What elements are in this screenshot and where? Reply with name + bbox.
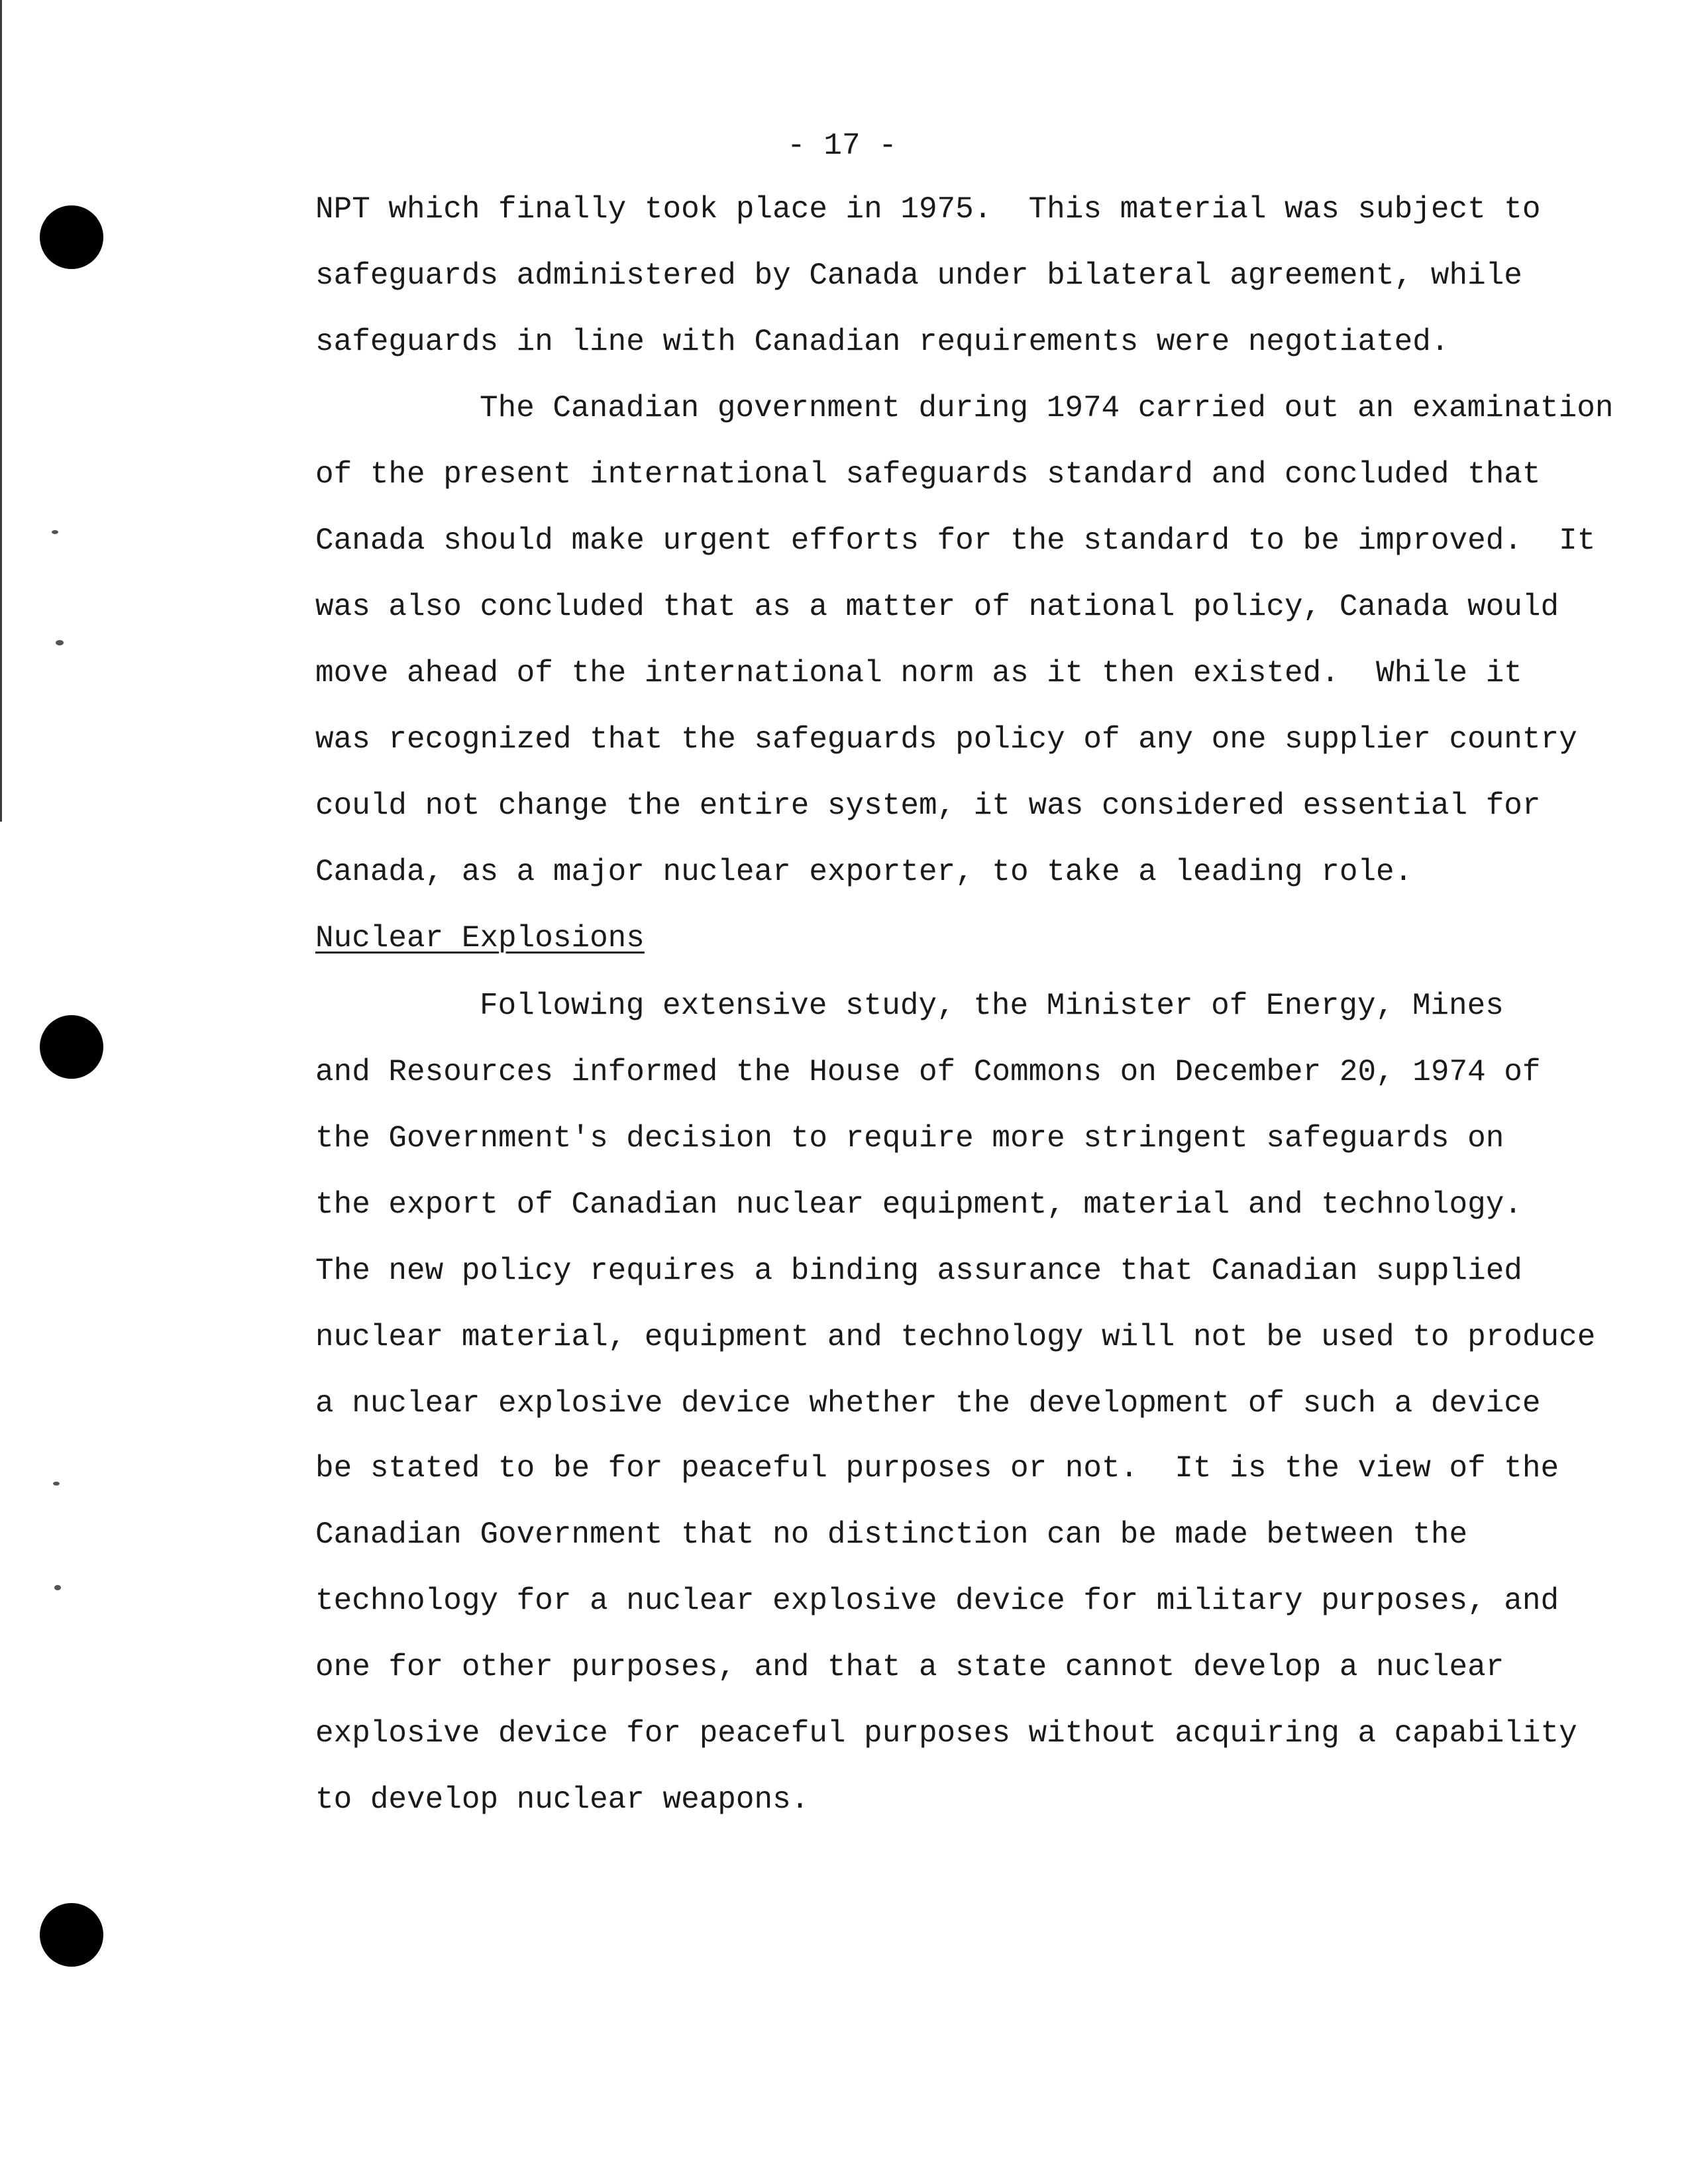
punch-hole-middle xyxy=(40,1015,103,1079)
body-text-line: the Government's decision to require more stringent safeguards on xyxy=(315,1121,1504,1156)
body-text-line: safeguards in line with Canadian requirements were negotiated. xyxy=(315,325,1449,359)
scan-speck xyxy=(52,530,58,534)
body-text-line: to develop nuclear weapons. xyxy=(315,1782,810,1817)
punch-hole-bottom xyxy=(40,1903,103,1967)
body-text-line: could not change the entire system, it was considered essential for xyxy=(315,789,1541,823)
body-text-line: technology for a nuclear explosive device for military purposes, and xyxy=(315,1584,1559,1618)
body-text-line: safeguards administered by Canada under bilateral agreement, while xyxy=(315,258,1522,293)
body-text-line: Following extensive study, the Minister of Energy, Mines xyxy=(480,989,1504,1023)
body-text-line: a nuclear explosive device whether the development of such a device xyxy=(315,1386,1541,1421)
body-text-line: was recognized that the safeguards policy of any one supplier country xyxy=(315,722,1577,757)
punch-hole-top xyxy=(40,205,103,269)
body-text-line: move ahead of the international norm as it then existed. While it xyxy=(315,656,1522,690)
scan-speck xyxy=(54,1585,61,1590)
scan-speck xyxy=(56,640,64,645)
body-text-line: NPT which finally took place in 1975. This material was subject to xyxy=(315,192,1541,227)
page-edge-shadow xyxy=(0,0,2,822)
section-heading: Nuclear Explosions xyxy=(315,921,645,956)
body-text-line: The Canadian government during 1974 carried out an examination xyxy=(480,391,1614,425)
body-text-line: explosive device for peaceful purposes without acquiring a capability xyxy=(315,1716,1577,1751)
body-text-line: Canada, as a major nuclear exporter, to take a leading role. xyxy=(315,855,1413,889)
body-text-line: nuclear material, equipment and technology will not be used to produce xyxy=(315,1320,1596,1354)
page-number: - 17 - xyxy=(787,129,897,163)
body-text-line: Canadian Government that no distinction can be made between the xyxy=(315,1517,1468,1552)
body-text-line: The new policy requires a binding assurance that Canadian supplied xyxy=(315,1254,1522,1288)
body-text-line: was also concluded that as a matter of national policy, Canada would xyxy=(315,590,1559,624)
body-text-line: and Resources informed the House of Commons on December 20, 1974 of xyxy=(315,1055,1541,1089)
body-text-line: of the present international safeguards standard and concluded that xyxy=(315,457,1541,492)
body-text-line: one for other purposes, and that a state cannot develop a nuclear xyxy=(315,1650,1504,1684)
body-text-line: the export of Canadian nuclear equipment, material and technology. xyxy=(315,1187,1522,1222)
body-text-line: be stated to be for peaceful purposes or not. It is the view of the xyxy=(315,1451,1559,1486)
scan-speck xyxy=(53,1482,60,1486)
body-text-line: Canada should make urgent efforts for the standard to be improved. It xyxy=(315,523,1596,558)
